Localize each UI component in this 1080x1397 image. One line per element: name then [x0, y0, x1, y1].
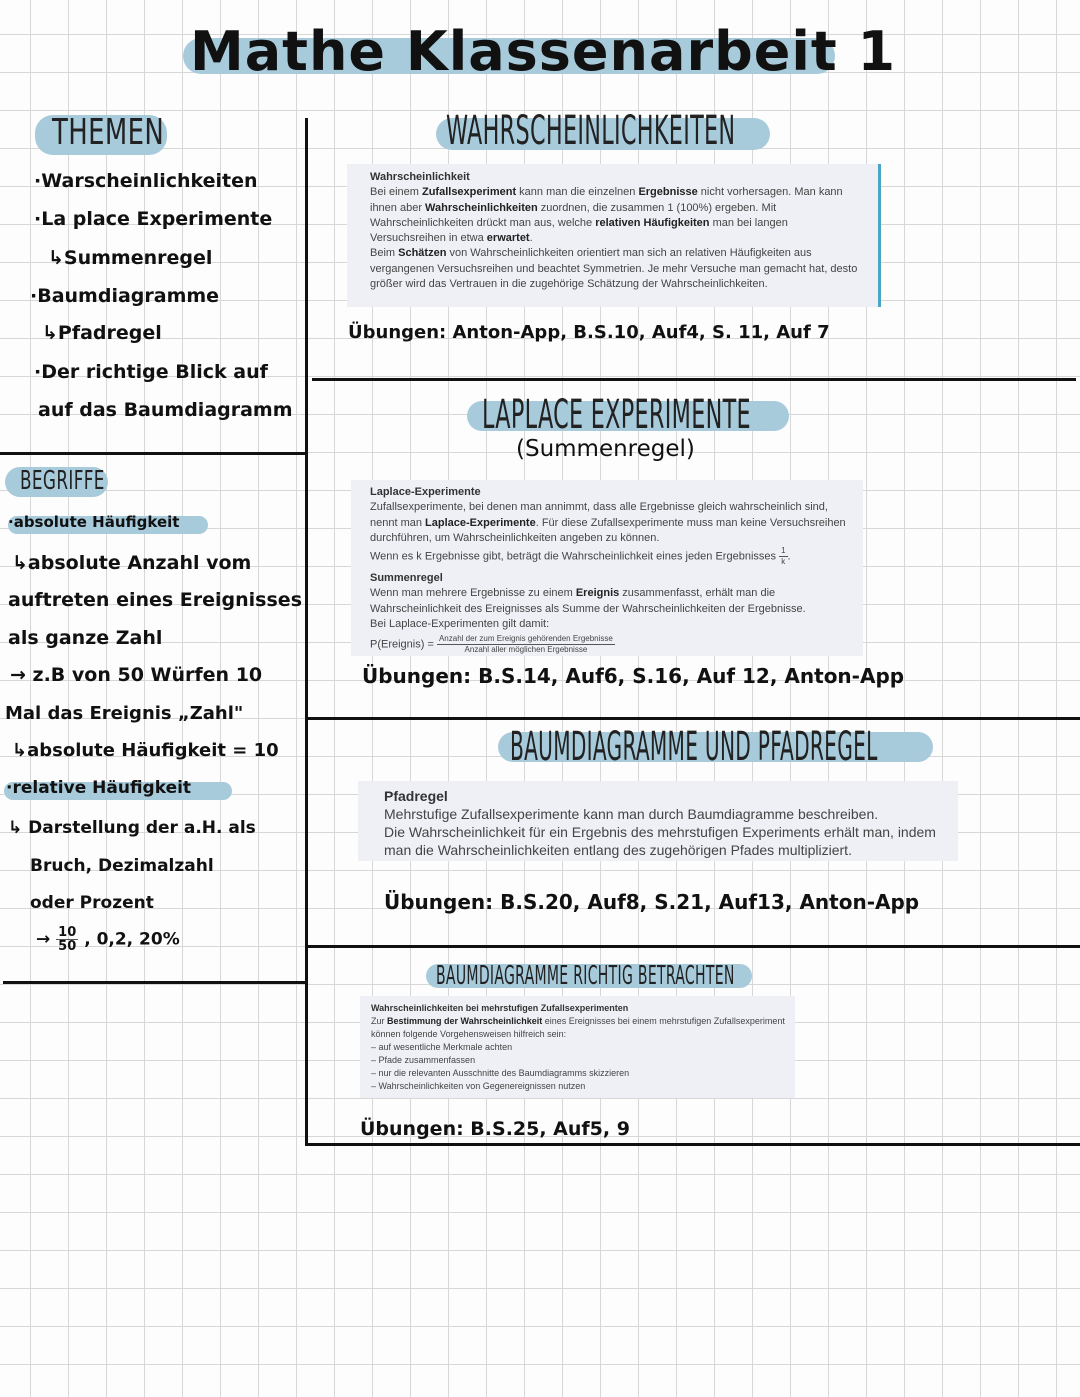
divider-sec3 [305, 945, 1080, 948]
themen-item: ↳Pfadregel [42, 322, 162, 344]
example-arrow: → [36, 929, 51, 950]
themen-item: auf das Baumdiagramm [38, 399, 293, 421]
themen-item: ↳Summenregel [48, 247, 213, 269]
sec4-list-item: – nur die relevanten Ausschnitte des Baumdiagramms skizzieren [371, 1068, 630, 1078]
themen-item: ·Baumdiagramme [30, 285, 220, 307]
formula-fraction: $\frac{\text{Anzahl der zum Ereignis gehörenden Ergebnisse}}{\text{Anzahl aller möglichen Ergebnisse}}$ [438, 634, 613, 655]
sec4-list-item: – Pfade zusammenfassen [371, 1055, 476, 1065]
begriffe-line: auftreten eines Ereignisses [8, 589, 302, 611]
sec2-subheader: (Summenregel) [516, 436, 695, 462]
sec1-paragraph-1: Bei einem Zufallsexperiment kann man die einzelnen Ergebnisse nicht vorhersagen. Man kann ihnen aber Wahrscheinlichkeiten zuordnen, die zusammen 1 (100%) ergeben. Mit Wahrscheinlichkeiten drückt man aus, welche relativen Häufigkeiten man bei langen Versuchsreihen in etwa erwartet. [370, 186, 843, 245]
begriffe-line: Bruch, Dezimalzahl [30, 856, 214, 876]
sec1-textbox [347, 164, 881, 307]
begriffe-header: BEGRIFFE [20, 466, 105, 496]
sec1-uebungen: Übungen: Anton-App, B.S.10, Auf4, S. 11, Auf 7 [348, 322, 830, 343]
divider-begriffe-bottom [3, 981, 308, 984]
begriffe-line: ↳ Darstellung der a.H. als [8, 818, 256, 838]
sec4-box-title: Wahrscheinlichkeiten bei mehrstufigen Zufallsexperimenten [371, 1003, 629, 1013]
fraction-denominator: 50 [58, 939, 77, 954]
sec2-box-title: Laplace-Experimente [370, 486, 481, 498]
sec4-list-item: – auf wesentliche Merkmale achten [371, 1042, 513, 1052]
sec4-uebungen: Übungen: B.S.25, Auf5, 9 [360, 1118, 630, 1140]
sec4-paragraph-1: Zur Bestimmung der Wahrscheinlichkeit eines Ereignisses bei einem mehrstufigen Zufallsexperiment können folgende Vorgehensweisen hilfreich sein: [371, 1016, 785, 1039]
example-values: , 0,2, 20% [84, 929, 180, 950]
sec2-paragraph-1b: Wenn es k Ergebnisse gibt, beträgt die Wahrscheinlichkeit eines jeden Ergebnisses $\frac{1}{k}$ . [370, 546, 791, 567]
begriffe-line: als ganze Zahl [8, 627, 163, 649]
sec4-textbox [360, 996, 795, 1098]
sec2-paragraph-1: Zufallsexperimente, bei denen man annimmt, dass alle Ergebnisse gleich wahrscheinlich sind, nennt man Laplace-Experimente. Für diese Zufallsexperimente muss man keine Versuchsreihen durchführen, um Wahrscheinlichkeiten angeben zu können. [370, 501, 846, 544]
divider-sec4 [305, 1143, 1080, 1146]
divider-left-vertical [305, 118, 308, 1146]
sec2-box-title-2: Summenregel [370, 572, 443, 585]
page-title: Mathe Klassenarbeit 1 [190, 20, 897, 83]
sec2-paragraph-2: Wenn man mehrere Ergebnisse zu einem Ereignis zusammenfasst, erhält man die Wahrscheinlichkeit des Ereignisses als Summe der Wahrscheinlichkeiten der Ergebnisse. [370, 587, 806, 615]
example-fraction [56, 926, 78, 953]
themen-item: ·La place Experimente [34, 208, 273, 230]
sec2-header: LAPLACE EXPERIMENTE [482, 392, 751, 438]
sec1-header: WAHRSCHEINLICHKEITEN [446, 108, 736, 154]
k-fraction: $\frac{1}{k}$ [781, 546, 786, 567]
divider-themen-begriffe [0, 452, 308, 455]
themen-item: ·Der richtige Blick auf [34, 361, 268, 383]
begriffe-example [36, 926, 180, 953]
sec1-paragraph-2: Beim Schätzen von Wahrscheinlichkeiten orientiert man sich an relativen Häufigkeiten aus vergangenen Versuchsreihen und beachtet Symmetrien. Je mehr Versuche man gemacht hat, desto größer wird das Vertrauen in die zugehörige Schätzung der Wahrscheinlichkeiten. [370, 247, 858, 291]
fraction-numerator: 10 [58, 925, 77, 940]
sec2-paragraph-3: Bei Laplace-Experimenten gilt damit: [370, 618, 550, 631]
themen-header: THEMEN [52, 112, 165, 153]
begriffe-line: ·absolute Häufigkeit [8, 513, 180, 531]
sec2-formula: P(Ereignis) = $\frac{\text{Anzahl der zum Ereignis gehörenden Ergebnisse}}{\text{Anzahl aller möglichen Ergebnisse}}$ [370, 634, 613, 655]
sec3-uebungen: Übungen: B.S.20, Auf8, S.21, Auf13, Anton-App [384, 890, 920, 914]
divider-sec1 [312, 378, 1076, 381]
begriffe-line: ↳absolute Anzahl vom [12, 552, 252, 574]
sec3-paragraph-1: Mehrstufige Zufallsexperimente kann man durch Baumdiagramme beschreiben. [384, 806, 879, 822]
sec3-textbox [358, 781, 958, 861]
sec1-box-title: Wahrscheinlichkeit [370, 171, 470, 183]
begriffe-line: ↳absolute Häufigkeit = 10 [12, 740, 279, 761]
begriffe-line: Mal das Ereignis „Zahl" [5, 703, 244, 724]
sec4-header: BAUMDIAGRAMME RICHTIG BETRACHTEN [436, 961, 735, 991]
themen-item: ·Warscheinlichkeiten [34, 170, 258, 192]
begriffe-line: ·relative Häufigkeit [6, 778, 192, 798]
sec2-uebungen: Übungen: B.S.14, Auf6, S.16, Auf 12, Anton-App [362, 664, 905, 688]
divider-sec2 [305, 717, 1080, 720]
sec3-paragraph-2: Die Wahrscheinlichkeit für ein Ergebnis des mehrstufigen Experiments erhält man, indem man die Wahrscheinlichkeiten entlang des zugehörigen Pfades multipliziert. [384, 824, 936, 858]
sec4-list-item: – Wahrscheinlichkeiten von Gegenereignissen nutzen [371, 1081, 586, 1091]
sec3-box-title: Pfadregel [384, 788, 448, 804]
sec2-textbox [351, 480, 863, 656]
sec3-header: BAUMDIAGRAMME UND PFADREGEL [510, 724, 878, 770]
begriffe-line: oder Prozent [30, 893, 154, 913]
begriffe-line: → z.B von 50 Würfen 10 [10, 664, 263, 686]
